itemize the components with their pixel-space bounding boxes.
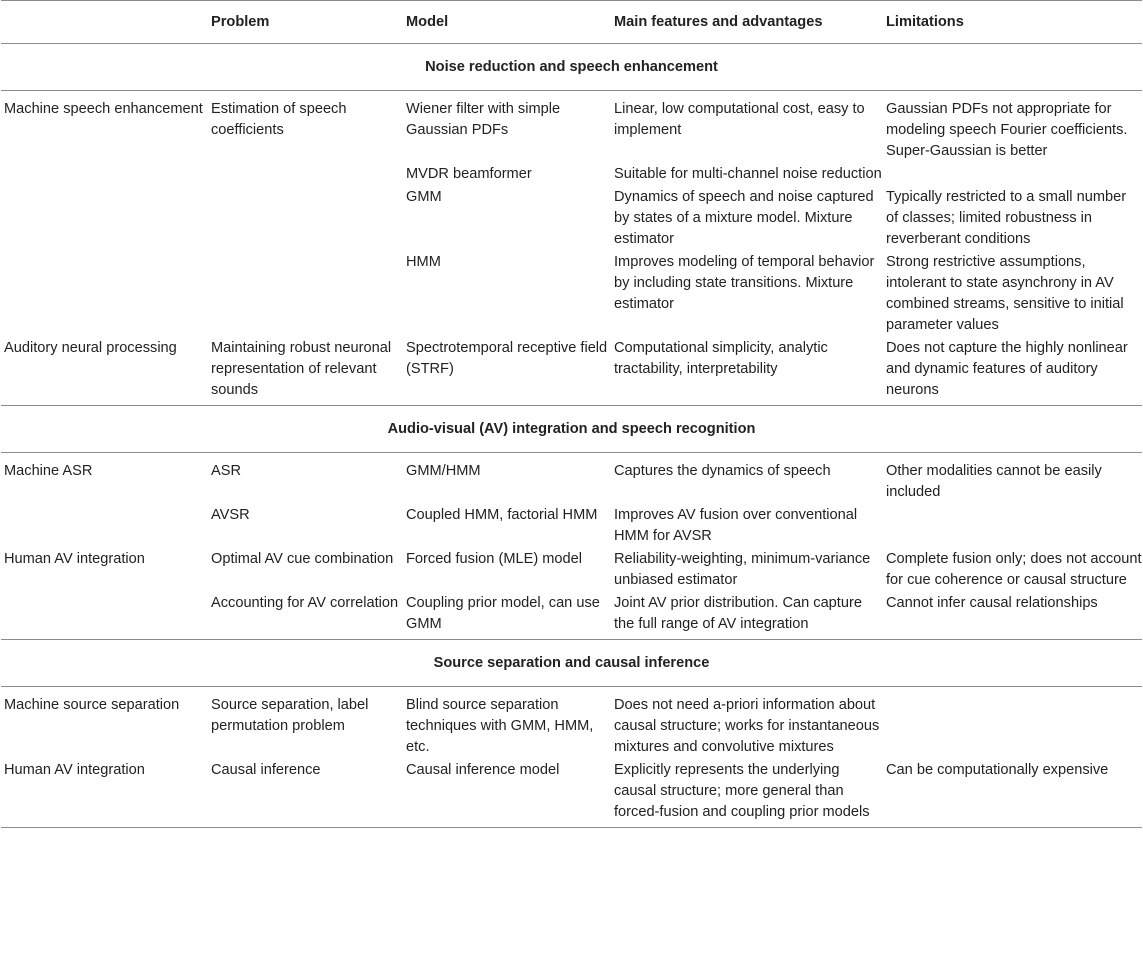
table-row: [1, 591, 1142, 640]
table-row: [1, 687, 1142, 759]
table-cell: Reliability-weighting, minimum-variance unbiased estimator: [614, 551, 871, 588]
table-cell: [883, 503, 1142, 547]
table-cell: AVSR: [211, 507, 250, 523]
table-cell: Gaussian PDFs not appropriate for modeling speech Fourier coefficients. Super-Gaussian is better: [886, 101, 1128, 159]
table-cell: Blind source separation techniques with GMM, HMM, etc.: [406, 697, 594, 755]
table-row: [1, 503, 1142, 547]
table-cell: Accounting for AV correlation: [211, 595, 399, 611]
table-cell: Computational simplicity, analytic tractability, interpretability: [614, 340, 828, 377]
table-cell: Explicitly represents the underlying causal structure; more general than forced-fusion and coupling prior models: [611, 758, 883, 828]
table-cell: [883, 687, 1142, 759]
table-cell: [1, 503, 208, 547]
table-cell: Source separation, label permutation problem: [211, 697, 369, 734]
comparison-table: [1, 0, 1142, 828]
table-cell: [1, 591, 208, 640]
table-cell: Causal inference: [208, 758, 403, 828]
table-cell: GMM/HMM: [406, 463, 481, 479]
section-title: Audio-visual (AV) integration and speech recognition: [1, 406, 1142, 453]
section-header: [1, 406, 1142, 453]
header-features: Main features and advantages: [611, 1, 883, 44]
section-title: Noise reduction and speech enhancement: [1, 44, 1142, 91]
table-cell: Forced fusion (MLE) model: [406, 551, 583, 567]
section-title: Source separation and causal inference: [1, 640, 1142, 687]
table-cell: Improves modeling of temporal behavior by including state transitions. Mixture estimator: [614, 254, 875, 312]
header-row: [1, 1, 1142, 44]
table-cell: GMM: [406, 189, 442, 205]
table-cell: [1, 162, 208, 185]
table-cell: [208, 185, 403, 250]
table-cell: Wiener filter with simple Gaussian PDFs: [406, 101, 561, 138]
table-cell: Dynamics of speech and noise captured by states of a mixture model. Mixture estimator: [614, 189, 874, 247]
table-cell: Does not capture the highly nonlinear and dynamic features of auditory neurons: [886, 340, 1128, 398]
table-cell: Coupling prior model, can use GMM: [406, 595, 600, 632]
table-cell: Estimation of speech coefficients: [211, 101, 347, 138]
table-cell: Optimal AV cue combination: [211, 551, 394, 567]
table-cell: Human AV integration: [1, 758, 208, 828]
table-cell: Suitable for multi-channel noise reduction: [614, 166, 882, 182]
table-cell: Does not need a-priori information about causal structure; works for instantaneous mixtures and convolutive mixtures: [614, 697, 880, 755]
header-empty: [1, 1, 208, 44]
table-cell: [208, 250, 403, 336]
table-cell: Cannot infer causal relationships: [886, 595, 1098, 611]
table-cell: [208, 162, 403, 185]
table-cell: Other modalities cannot be easily included: [886, 463, 1102, 500]
table-cell: Causal inference model: [403, 758, 611, 828]
table-row: [1, 185, 1142, 250]
table-row: [1, 758, 1142, 828]
table-cell: Maintaining robust neuronal representation of relevant sounds: [211, 340, 392, 398]
table-cell: Typically restricted to a small number of classes; limited robustness in reverberant conditions: [886, 189, 1127, 247]
table-cell: Can be computationally expensive: [883, 758, 1142, 828]
table-cell: Coupled HMM, factorial HMM: [406, 507, 598, 523]
table-cell: [883, 162, 1142, 185]
table-cell: MVDR beamformer: [406, 166, 532, 182]
section-header: [1, 640, 1142, 687]
table-cell: Complete fusion only; does not account for cue coherence or causal structure: [886, 551, 1142, 588]
table-cell: Strong restrictive assumptions, intolerant to state asynchrony in AV combined streams, sensitive to initial parameter values: [886, 254, 1124, 333]
table-cell: Machine ASR: [4, 463, 93, 479]
table-cell: Machine source separation: [4, 697, 180, 713]
table-cell: HMM: [406, 254, 441, 270]
header-limitations: Limitations: [883, 1, 1142, 44]
table-row: [1, 91, 1142, 163]
table-row: [1, 250, 1142, 336]
table-row: [1, 547, 1142, 591]
table-cell: Captures the dynamics of speech: [614, 463, 831, 479]
table-cell: Linear, low computational cost, easy to implement: [614, 101, 865, 138]
table-cell: Spectrotemporal receptive field (STRF): [406, 340, 608, 377]
table-cell: [1, 185, 208, 250]
table-row: [1, 162, 1142, 185]
table-cell: Human AV integration: [4, 551, 145, 567]
table-row: [1, 336, 1142, 406]
table-row: [1, 453, 1142, 504]
table-cell: ASR: [211, 463, 242, 479]
section-header: [1, 44, 1142, 91]
table-cell: Auditory neural processing: [4, 340, 177, 356]
header-problem: Problem: [208, 1, 403, 44]
table-cell: [1, 250, 208, 336]
header-model: Model: [403, 1, 611, 44]
table-cell: Improves AV fusion over conventional HMM for AVSR: [614, 507, 858, 544]
table-cell: Joint AV prior distribution. Can capture the full range of AV integration: [614, 595, 862, 632]
table-cell: Machine speech enhancement: [4, 101, 203, 117]
